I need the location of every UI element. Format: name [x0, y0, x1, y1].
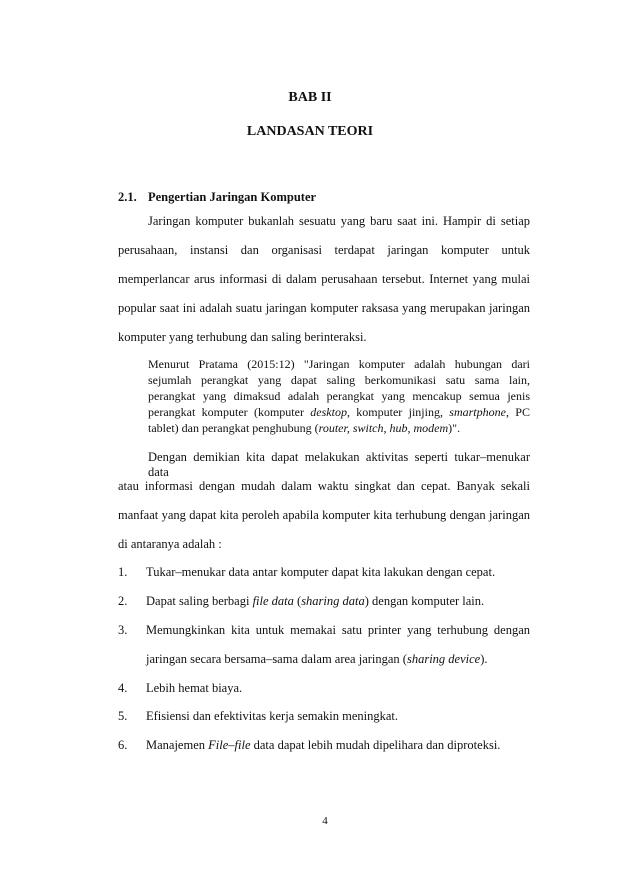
quote-line: Menurut Pratama (2015:12) "Jaringan komputer adalah hubungan dari	[148, 357, 530, 371]
quote-line	[148, 421, 530, 437]
text-run: ) dengan komputer lain.	[364, 594, 485, 608]
list-text	[146, 738, 500, 753]
paragraph-line: Jaringan komputer bukanlah sesuatu yang baru saat ini. Hampir di setiap	[148, 214, 530, 228]
text-term: sharing device	[406, 652, 481, 666]
quote-text: tablet) dan perangkat penghubung (	[148, 421, 319, 435]
chapter-heading: BAB II	[288, 90, 332, 105]
quote-term: desktop	[310, 405, 347, 419]
text-run: data dapat lebih mudah dipelihara dan diproteksi.	[250, 738, 501, 752]
quote-text: )".	[448, 421, 461, 435]
quote-term: router, switch, hub, modem	[318, 421, 449, 435]
quote-line: sejumlah perangkat yang dapat saling berkomunikasi satu sama lain,	[148, 373, 530, 387]
paragraph-line: di antaranya adalah :	[118, 537, 222, 551]
list-text: Lebih hemat biaya.	[146, 681, 243, 695]
text-run: jaringan secara bersama–sama dalam area jaringan (	[146, 652, 407, 666]
paragraph-line: manfaat yang dapat kita peroleh apabila komputer kita terhubung dengan jaringan	[118, 508, 530, 522]
list-number: 2.	[118, 594, 128, 608]
list-text: Tukar–menukar data antar komputer dapat kita lakukan dengan cepat.	[146, 565, 496, 579]
text-term: file data	[252, 594, 294, 608]
chapter-title: LANDASAN TEORI	[246, 124, 374, 139]
list-text: Memungkinkan kita untuk memakai satu printer yang terhubung dengan	[146, 623, 530, 637]
paragraph-line: Dengan demikian kita dapat melakukan aktivitas seperti tukar–menukar data	[148, 450, 530, 479]
quote-line	[148, 405, 530, 421]
list-number: 5.	[118, 709, 128, 723]
section-number: 2.1.	[118, 190, 137, 204]
list-number: 1.	[118, 565, 128, 579]
list-number: 4.	[118, 681, 128, 695]
page-number: 4	[322, 815, 328, 827]
text-run: Manajemen	[146, 738, 209, 752]
quote-text: , komputer jinjing,	[346, 405, 450, 419]
quote-text: perangkat komputer (komputer	[148, 405, 311, 419]
quote-term: smartphone	[449, 405, 506, 419]
paragraph-line: memperlancar arus informasi di dalam perusahaan tersebut. Internet yang mulai	[118, 272, 530, 286]
paragraph-line: komputer yang terhubung dan saling berinteraksi.	[118, 330, 367, 344]
list-number: 6.	[118, 738, 128, 752]
text-term: File–file	[208, 738, 251, 752]
quote-line: perangkat yang dimaksud adalah perangkat yang mencakup semua jenis	[148, 389, 530, 403]
section-heading	[118, 190, 316, 205]
list-text	[146, 594, 484, 609]
paragraph-line: perusahaan, instansi dan organisasi terdapat jaringan komputer untuk	[118, 243, 530, 257]
paragraph-line: atau informasi dengan mudah dalam waktu singkat dan cepat. Banyak sekali	[118, 479, 530, 493]
list-text: Efisiensi dan efektivitas kerja semakin meningkat.	[146, 709, 399, 723]
text-run: ).	[480, 652, 488, 666]
paragraph-line: popular saat ini adalah suatu jaringan komputer raksasa yang merupakan jaringan	[118, 301, 530, 315]
text-term: sharing data	[301, 594, 365, 608]
text-run: Dapat saling berbagi	[146, 594, 253, 608]
section-title: Pengertian Jaringan Komputer	[148, 190, 317, 204]
text-run: (	[293, 594, 302, 608]
list-text	[146, 652, 488, 667]
list-number: 3.	[118, 623, 128, 637]
quote-text: , PC	[505, 405, 530, 419]
